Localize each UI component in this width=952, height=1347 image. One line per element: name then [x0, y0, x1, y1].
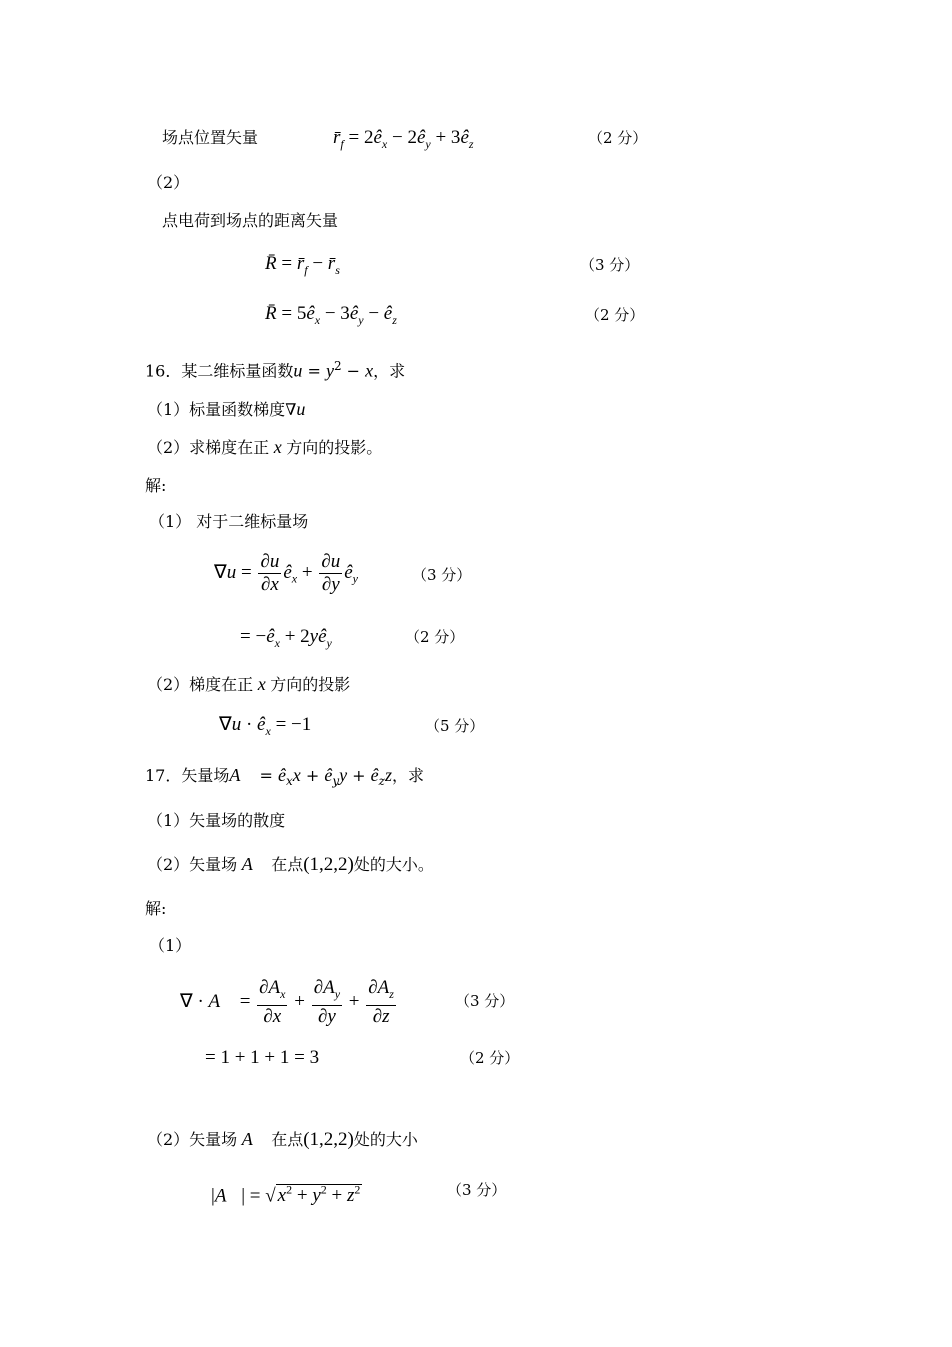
question-16-solution-2-suffix: 方向的投影	[270, 675, 351, 694]
question-17-solution-2-suffix: 处的大小	[353, 1130, 418, 1149]
question-16-item-2: （2）求梯度在正 x 方向的投影。	[147, 437, 383, 457]
projection-equation-score: （5 分）	[425, 717, 485, 735]
question-17-solution-2: （2）矢量场 A⃗ 在点(1,2,2)处的大小	[147, 1129, 418, 1150]
divergence-equation-score: （3 分）	[455, 992, 515, 1010]
question-16-intro-suffix: ，求	[373, 361, 406, 381]
field-point-label: 场点位置矢量	[162, 128, 259, 147]
question-17-intro-suffix: ，求	[392, 766, 425, 785]
question-17-item-2-point-label: 在点	[271, 855, 304, 874]
distance-equation-1-score: （3 分）	[580, 256, 640, 274]
question-16-solution-1: （1） 对于二维标量场	[149, 512, 309, 531]
distance-equation-2: R̄ = $5ê_x$ − $3ê_y$ − $ê_z$	[265, 303, 397, 327]
divergence-result: = 1 + 1 + 1 = 3	[205, 1047, 320, 1068]
field-point-score: （2 分）	[588, 129, 648, 147]
question-17-intro: 17．矢量场A⃗ = $ê_xx$ + $ê_yy$ + $ê_zz$，求	[145, 765, 425, 789]
divergence-result-score: （2 分）	[460, 1049, 520, 1067]
gradient-equation: ∇u = $\frac{\partial u}{\partial x}$ $ê_x$ + $\frac{\partial u}{\partial y}$ $ê_y$	[214, 551, 358, 595]
question-17-solution-label: 解:	[145, 899, 167, 918]
question-17-item-2-suffix: 处的大小。	[353, 855, 434, 874]
question-16-solution-2: （2）梯度在正 x 方向的投影	[147, 674, 351, 694]
question-16-solution-2-text: （2）梯度在正	[147, 675, 254, 694]
question-17-solution-2-point-label: 在点	[271, 1130, 304, 1149]
gradient-equation-score: （3 分）	[412, 566, 472, 584]
distance-vector-label: 点电荷到场点的距离矢量	[162, 211, 339, 230]
question-16-item-1-text: （1）标量函数梯度	[147, 400, 286, 419]
question-17-solution-1: （1）	[149, 936, 192, 955]
gradient-result: = $-ê_x$ + $2yê_y$	[240, 626, 332, 650]
question-17-intro-text: 17．矢量场	[145, 766, 230, 785]
question-16-intro: 16．某二维标量函数$u = y^2 - x$，求	[145, 359, 406, 381]
question-17-item-2: （2）矢量场 A⃗ 在点(1,2,2)处的大小。	[147, 854, 434, 875]
question-16-item-2-suffix: 方向的投影。	[286, 438, 383, 457]
gradient-result-score: （2 分）	[405, 628, 465, 646]
sub-item-2: （2）	[147, 173, 190, 192]
divergence-equation: ∇ · A⃗ = $\frac{\partial A_x}{\partial x}$ + $\frac{\partial A_y}{\partial y}$ + $\frac{\partial A_z}{\partial z}$	[180, 977, 394, 1027]
question-16-item-1: （1）标量函数梯度∇u	[147, 399, 306, 419]
distance-equation-1: R̄ = $r̄_f$ − $r̄_s$	[265, 253, 340, 277]
question-16-item-2-text: （2）求梯度在正	[147, 438, 270, 457]
question-17-item-1: （1）矢量场的散度	[147, 811, 286, 830]
question-17-solution-2-text: （2）矢量场	[147, 1130, 238, 1149]
field-point-equation: $r̄_f$ = $2ê_x$ − $2ê_y$ + $3ê_z$	[333, 127, 474, 151]
question-17-item-2-text: （2）矢量场	[147, 855, 238, 874]
distance-equation-2-score: （2 分）	[585, 306, 645, 324]
magnitude-equation: |A⃗| = √ $x^2 + y^2 + z^2$	[211, 1183, 361, 1207]
question-16-solution-label: 解:	[145, 476, 167, 495]
question-16-intro-text: 16．某二维标量函数	[145, 361, 294, 381]
projection-equation: $\nabla u \cdot ê_x = -1$	[219, 714, 312, 738]
magnitude-equation-score: （3 分）	[447, 1181, 507, 1199]
